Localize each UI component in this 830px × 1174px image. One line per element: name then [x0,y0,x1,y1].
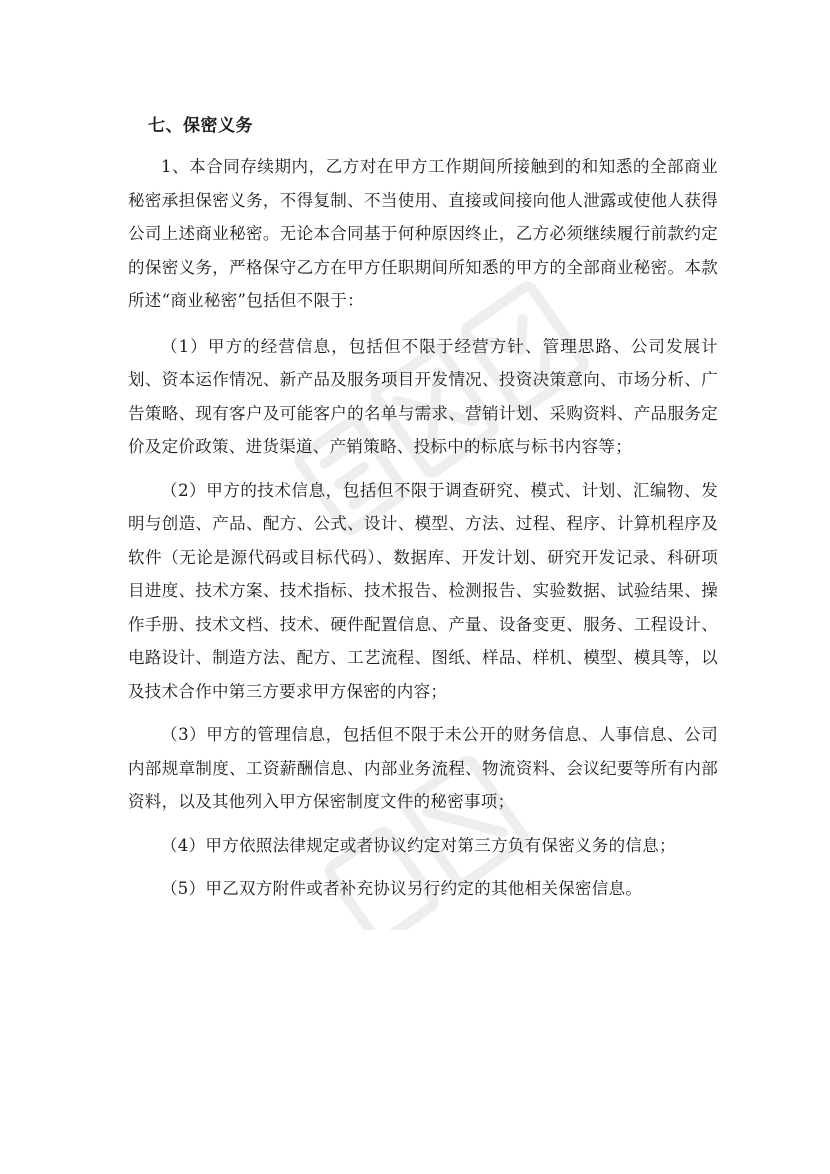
document-body [128,108,718,916]
paragraph-item-2: （2）甲方的技术信息，包括但不限于调查研究、模式、计划、汇编物、发明与创造、产品、配方、公式、设计、模型、方法、过程、程序、计算机程序及软件（无论是源代码或目标代码）、数据库、开发计划、研究开发记录、科研项目进度、技术方案、技术指标、技术报告、检测报告、实验数据、试验结果、操作手册、技术文档、技术、硬件配置信息、产量、设备变更、服务、工程设计、电路设计、制造方法、配方、工艺流程、图纸、样品、样机、模型、模具等，以及技术合作中第三方要求甲方保密的内容； [128,480,718,701]
paragraph-item-4: （4）甲方依照法律规定或者协议约定对第三方负有保密义务的信息； [161,835,676,855]
paragraph-item-5: （5）甲乙双方附件或者补充协议另行约定的其他相关保密信息。 [161,879,643,898]
section-title: 七、保密义务 [148,116,253,136]
paragraph-item-3: （3）甲方的管理信息，包括但不限于未公开的财务信息、人事信息、公司内部规章制度、工资薪酬信息、内部业务流程、物流资料、会议纪要等所有内部资料，以及其他列入甲方保密制度文件的秘密事项； [128,725,718,811]
paragraph-clause-1: 1、本合同存续期内，乙方对在甲方工作期间所接触到的和知悉的全部商业秘密承担保密义务，不得复制、不当使用、直接或间接向他人泄露或使他人获得公司上述商业秘密。无论本合同基于何种原因终止，乙方必须继续履行前款约定的保密义务，严格保守乙方在甲方任职期间所知悉的甲方的全部商业秘密。本款所述“商业秘密”包括但不限于： [128,157,718,310]
paragraph-item-1: （1）甲方的经营信息，包括但不限于经营方针、管理思路、公司发展计划、资本运作情况、新产品及服务项目开发情况、投资决策意向、市场分析、广告策略、现有客户及可能客户的名单与需求、营销计划、采购资料、产品服务定价及定价政策、进货渠道、产销策略、投标中的标底与标书内容等； [128,336,718,456]
